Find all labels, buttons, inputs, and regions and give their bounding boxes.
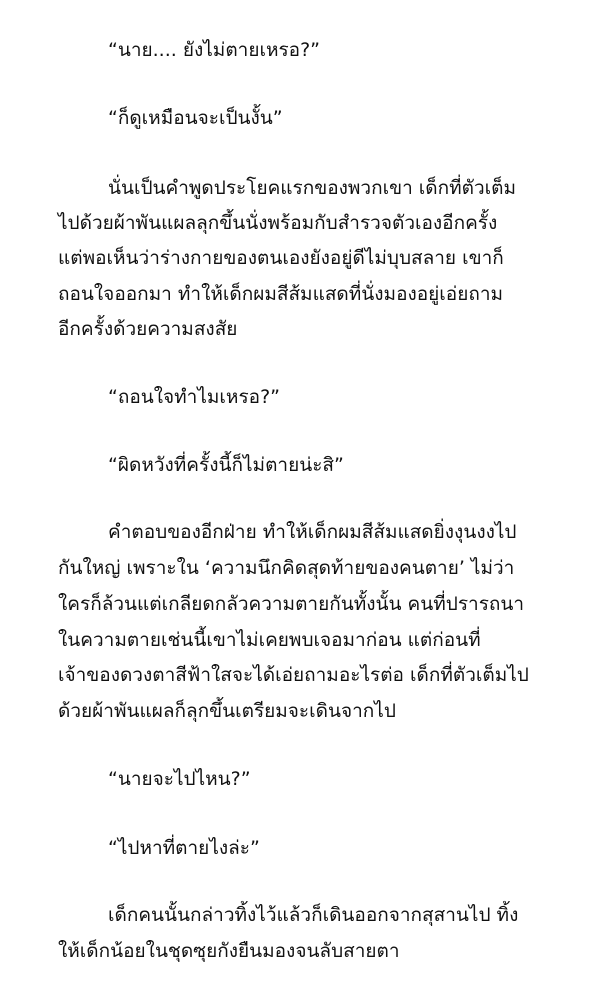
dialogue-line: “นายจะไปไหน?” <box>108 768 251 790</box>
dialogue-line: “ก็ดูเหมือนจะเป็นงั้น” <box>108 107 283 129</box>
dialogue-line: “ถอนใจทำไมเหรอ?” <box>108 386 280 408</box>
paragraph-line: ไปด้วยผ้าพันแผลลุกขึ้นนั่งพร้อมกับสำรวจตัวเองอีกครั้ง <box>58 212 498 234</box>
paragraph-line: คำตอบของอีกฝ่าย ทำให้เด็กผมสีส้มแสดยิ่งงุนงงไป <box>108 521 517 543</box>
paragraph-line: เด็กคนนั้นกล่าวทิ้งไว้แล้วก็เดินออกจากสุสานไป ทิ้ง <box>108 904 519 926</box>
paragraph-line: อีกครั้งด้วยความสงสัย <box>58 318 238 340</box>
paragraph-line: แต่พอเห็นว่าร่างกายของตนเองยังอยู่ดีไม่บุบสลาย เขาก็ <box>58 247 504 269</box>
paragraph-line: ให้เด็กน้อยในชุดซุยกังยืนมองจนลับสายตา <box>58 940 400 962</box>
dialogue-line: “ไปหาที่ตายไงล่ะ” <box>108 837 260 859</box>
paragraph-line: ในความตายเช่นนี้เขาไม่เคยพบเจอมาก่อน แต่ก่อนที่ <box>58 629 481 651</box>
paragraph-line: ด้วยผ้าพันแผลก็ลุกขึ้นเตรียมจะเดินจากไป <box>58 700 396 722</box>
dialogue-line: “ผิดหวังที่ครั้งนี้ก็ไม่ตายน่ะสิ” <box>108 454 344 476</box>
paragraph-line: ใครก็ล้วนแต่เกลียดกลัวความตายกันทั้งนั้น คนที่ปรารถนา <box>58 593 525 615</box>
paragraph-line: กันใหญ่ เพราะใน ‘ความนึกคิดสุดท้ายของคนตาย’ ไม่ว่า <box>58 557 515 579</box>
paragraph-line: เจ้าของดวงตาสีฟ้าใสจะได้เอ่ยถามอะไรต่อ เด็กที่ตัวเต็มไป <box>58 664 529 686</box>
dialogue-line: “นาย.... ยังไม่ตายเหรอ?” <box>108 39 321 61</box>
paragraph-line: ถอนใจออกมา ทำให้เด็กผมสีส้มแสดที่นั่งมองอยู่เอ่ยถาม <box>58 283 504 305</box>
paragraph-line: นั่นเป็นคำพูดประโยคแรกของพวกเขา เด็กที่ตัวเต็ม <box>108 177 517 199</box>
